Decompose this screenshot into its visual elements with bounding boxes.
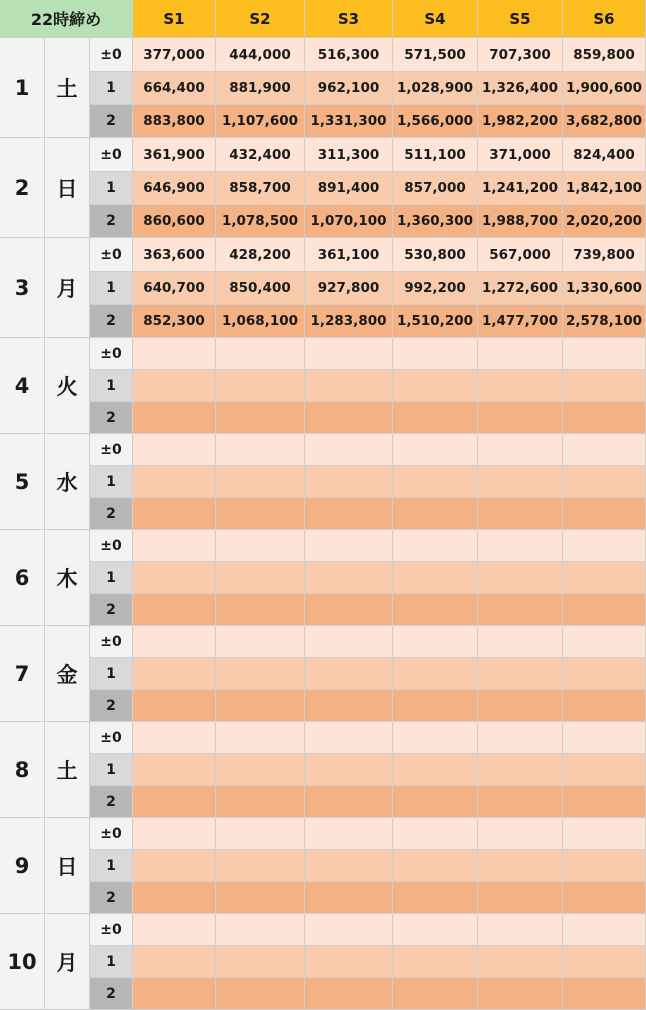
table-cell[interactable] <box>133 658 216 690</box>
day-number: 10 <box>0 914 45 1010</box>
table-cell[interactable] <box>393 338 478 370</box>
column-header-s6: S6 <box>563 0 646 38</box>
table-cell[interactable]: 1,272,600 <box>478 272 563 305</box>
table-cell[interactable] <box>305 498 393 530</box>
tier-label: 2 <box>90 594 133 626</box>
table-cell[interactable] <box>563 914 646 946</box>
table-cell[interactable] <box>305 882 393 914</box>
tier-label: 2 <box>90 786 133 818</box>
table-cell[interactable]: 852,300 <box>133 305 216 338</box>
table-cell[interactable] <box>216 946 305 978</box>
column-header-s1: S1 <box>133 0 216 38</box>
table-cell[interactable] <box>133 786 216 818</box>
column-header-s4: S4 <box>393 0 478 38</box>
table-cell[interactable] <box>563 594 646 626</box>
table-cell[interactable] <box>563 530 646 562</box>
table-cell[interactable] <box>478 594 563 626</box>
day-number: 8 <box>0 722 45 818</box>
table-cell[interactable] <box>563 754 646 786</box>
table-cell[interactable] <box>216 498 305 530</box>
table-cell[interactable] <box>216 978 305 1010</box>
table-cell[interactable] <box>563 498 646 530</box>
table-cell[interactable] <box>133 562 216 594</box>
day-of-week: 月 <box>45 238 90 338</box>
table-cell[interactable]: 992,200 <box>393 272 478 305</box>
table-cell[interactable] <box>305 370 393 402</box>
table-cell[interactable]: 646,900 <box>133 172 216 205</box>
tier-label: 1 <box>90 272 133 305</box>
table-cell[interactable] <box>393 914 478 946</box>
table-cell[interactable]: 962,100 <box>305 72 393 105</box>
tier-label: 1 <box>90 946 133 978</box>
column-header-s3: S3 <box>305 0 393 38</box>
column-header-s5: S5 <box>478 0 563 38</box>
table-cell[interactable] <box>133 882 216 914</box>
table-cell[interactable] <box>216 338 305 370</box>
table-cell[interactable] <box>478 914 563 946</box>
tier-label: 2 <box>90 305 133 338</box>
table-cell[interactable]: 3,682,800 <box>563 105 646 138</box>
table-cell[interactable]: 428,200 <box>216 238 305 272</box>
table-cell[interactable]: 516,300 <box>305 38 393 72</box>
table-cell[interactable] <box>305 562 393 594</box>
table-cell[interactable] <box>305 786 393 818</box>
table-cell[interactable] <box>305 466 393 498</box>
table-cell[interactable]: 2,578,100 <box>563 305 646 338</box>
table-cell[interactable]: 859,800 <box>563 38 646 72</box>
table-cell[interactable]: 1,842,100 <box>563 172 646 205</box>
table-cell[interactable] <box>216 786 305 818</box>
table-cell[interactable]: 850,400 <box>216 272 305 305</box>
tier-label: ±0 <box>90 38 133 72</box>
tier-label: 1 <box>90 850 133 882</box>
day-of-week: 火 <box>45 338 90 434</box>
table-cell[interactable] <box>393 946 478 978</box>
table-cell[interactable]: 1,477,700 <box>478 305 563 338</box>
table-cell[interactable] <box>393 370 478 402</box>
table-cell[interactable] <box>216 434 305 466</box>
table-cell[interactable]: 571,500 <box>393 38 478 72</box>
table-cell[interactable]: 511,100 <box>393 138 478 172</box>
table-cell[interactable] <box>393 466 478 498</box>
table-cell[interactable] <box>478 690 563 722</box>
table-cell[interactable] <box>478 562 563 594</box>
table-cell[interactable] <box>393 786 478 818</box>
table-cell[interactable] <box>216 850 305 882</box>
table-cell[interactable] <box>216 914 305 946</box>
table-cell[interactable] <box>393 626 478 658</box>
table-cell[interactable]: 891,400 <box>305 172 393 205</box>
table-cell[interactable] <box>216 754 305 786</box>
tier-label: ±0 <box>90 238 133 272</box>
table-cell[interactable] <box>133 498 216 530</box>
table-cell[interactable] <box>563 946 646 978</box>
table-cell[interactable] <box>563 402 646 434</box>
table-cell[interactable] <box>216 530 305 562</box>
tier-label: 2 <box>90 105 133 138</box>
tier-label: 2 <box>90 690 133 722</box>
table-cell[interactable]: 432,400 <box>216 138 305 172</box>
table-title-cell: 22時締め <box>0 0 133 38</box>
table-cell[interactable] <box>563 658 646 690</box>
table-cell[interactable] <box>393 658 478 690</box>
table-cell[interactable] <box>393 402 478 434</box>
table-cell[interactable] <box>216 882 305 914</box>
table-cell[interactable] <box>478 722 563 754</box>
tier-label: ±0 <box>90 138 133 172</box>
tier-label: ±0 <box>90 722 133 754</box>
table-cell[interactable] <box>305 850 393 882</box>
table-cell[interactable] <box>216 658 305 690</box>
table-cell[interactable] <box>133 914 216 946</box>
tier-label: ±0 <box>90 914 133 946</box>
table-cell[interactable]: 1,331,300 <box>305 105 393 138</box>
table-cell[interactable] <box>393 562 478 594</box>
table-cell[interactable] <box>563 466 646 498</box>
day-number: 2 <box>0 138 45 238</box>
tier-label: 2 <box>90 978 133 1010</box>
table-cell[interactable]: 361,900 <box>133 138 216 172</box>
table-cell[interactable] <box>216 818 305 850</box>
table-cell[interactable] <box>478 754 563 786</box>
table-cell[interactable]: 1,510,200 <box>393 305 478 338</box>
table-cell[interactable] <box>305 722 393 754</box>
table-cell[interactable]: 363,600 <box>133 238 216 272</box>
table-cell[interactable] <box>216 722 305 754</box>
table-cell[interactable] <box>133 850 216 882</box>
table-cell[interactable]: 858,700 <box>216 172 305 205</box>
day-of-week: 金 <box>45 626 90 722</box>
tier-label: ±0 <box>90 818 133 850</box>
table-cell[interactable] <box>563 882 646 914</box>
table-cell[interactable]: 567,000 <box>478 238 563 272</box>
table-cell[interactable]: 1,107,600 <box>216 105 305 138</box>
tier-label: 2 <box>90 205 133 238</box>
tier-label: 1 <box>90 562 133 594</box>
table-cell[interactable] <box>133 722 216 754</box>
table-cell[interactable] <box>478 850 563 882</box>
table-cell[interactable] <box>305 658 393 690</box>
table-cell[interactable]: 824,400 <box>563 138 646 172</box>
table-cell[interactable] <box>563 338 646 370</box>
table-cell[interactable]: 530,800 <box>393 238 478 272</box>
table-cell[interactable] <box>133 690 216 722</box>
day-of-week: 月 <box>45 914 90 1010</box>
table-cell[interactable] <box>478 498 563 530</box>
table-cell[interactable]: 1,070,100 <box>305 205 393 238</box>
table-cell[interactable] <box>305 626 393 658</box>
table-cell[interactable] <box>478 370 563 402</box>
table-cell[interactable] <box>305 818 393 850</box>
table-cell[interactable] <box>133 818 216 850</box>
table-cell[interactable] <box>393 434 478 466</box>
table-cell[interactable] <box>216 594 305 626</box>
tier-label: 1 <box>90 172 133 205</box>
table-cell[interactable] <box>563 434 646 466</box>
table-cell[interactable]: 1,988,700 <box>478 205 563 238</box>
table-cell[interactable] <box>216 466 305 498</box>
table-cell[interactable]: 1,068,100 <box>216 305 305 338</box>
table-cell[interactable] <box>216 370 305 402</box>
table-cell[interactable] <box>563 722 646 754</box>
table-cell[interactable]: 927,800 <box>305 272 393 305</box>
table-cell[interactable] <box>478 658 563 690</box>
table-cell[interactable] <box>563 626 646 658</box>
table-cell[interactable]: 664,400 <box>133 72 216 105</box>
table-cell[interactable] <box>133 530 216 562</box>
day-of-week: 水 <box>45 434 90 530</box>
table-cell[interactable]: 739,800 <box>563 238 646 272</box>
table-cell[interactable] <box>133 754 216 786</box>
table-cell[interactable] <box>478 882 563 914</box>
table-cell[interactable] <box>133 402 216 434</box>
table-cell[interactable] <box>305 754 393 786</box>
table-cell[interactable]: 883,800 <box>133 105 216 138</box>
table-cell[interactable]: 1,330,600 <box>563 272 646 305</box>
tier-label: 1 <box>90 658 133 690</box>
table-cell[interactable] <box>133 434 216 466</box>
table-cell[interactable] <box>305 338 393 370</box>
table-cell[interactable] <box>216 562 305 594</box>
table-cell[interactable] <box>133 466 216 498</box>
tier-label: ±0 <box>90 338 133 370</box>
table-cell[interactable]: 361,100 <box>305 238 393 272</box>
table-cell[interactable] <box>133 338 216 370</box>
table-cell[interactable]: 1,900,600 <box>563 72 646 105</box>
table-cell[interactable] <box>133 370 216 402</box>
table-cell[interactable] <box>305 594 393 626</box>
table-cell[interactable] <box>216 690 305 722</box>
table-cell[interactable] <box>393 882 478 914</box>
table-cell[interactable] <box>478 434 563 466</box>
table-cell[interactable] <box>563 562 646 594</box>
table-cell[interactable]: 311,300 <box>305 138 393 172</box>
table-cell[interactable] <box>393 850 478 882</box>
tier-label: ±0 <box>90 626 133 658</box>
table-cell[interactable]: 1,566,000 <box>393 105 478 138</box>
table-cell[interactable] <box>563 690 646 722</box>
table-cell[interactable] <box>305 914 393 946</box>
table-cell[interactable] <box>305 402 393 434</box>
day-of-week: 日 <box>45 818 90 914</box>
table-cell[interactable]: 1,078,500 <box>216 205 305 238</box>
table-cell[interactable] <box>393 690 478 722</box>
table-cell[interactable]: 371,000 <box>478 138 563 172</box>
table-cell[interactable] <box>393 530 478 562</box>
day-of-week: 木 <box>45 530 90 626</box>
column-header-s2: S2 <box>216 0 305 38</box>
table-cell[interactable] <box>563 850 646 882</box>
table-cell[interactable] <box>393 754 478 786</box>
table-cell[interactable] <box>478 786 563 818</box>
table-cell[interactable] <box>305 690 393 722</box>
tier-label: 1 <box>90 72 133 105</box>
table-cell[interactable]: 707,300 <box>478 38 563 72</box>
table-cell[interactable]: 2,020,200 <box>563 205 646 238</box>
table-cell[interactable] <box>393 722 478 754</box>
table-cell[interactable] <box>563 978 646 1010</box>
table-cell[interactable]: 1,326,400 <box>478 72 563 105</box>
tier-label: 2 <box>90 498 133 530</box>
table-cell[interactable] <box>216 626 305 658</box>
tier-label: 2 <box>90 402 133 434</box>
table-cell[interactable] <box>478 818 563 850</box>
table-cell[interactable]: 857,000 <box>393 172 478 205</box>
tier-label: ±0 <box>90 434 133 466</box>
tier-label: ±0 <box>90 530 133 562</box>
table-cell[interactable] <box>133 946 216 978</box>
tier-label: 1 <box>90 370 133 402</box>
table-cell[interactable] <box>478 978 563 1010</box>
table-cell[interactable] <box>133 626 216 658</box>
table-cell[interactable]: 881,900 <box>216 72 305 105</box>
table-cell[interactable] <box>393 498 478 530</box>
table-cell[interactable] <box>478 466 563 498</box>
table-cell[interactable] <box>305 434 393 466</box>
table-cell[interactable] <box>305 946 393 978</box>
table-cell[interactable]: 1,028,900 <box>393 72 478 105</box>
table-cell[interactable]: 1,241,200 <box>478 172 563 205</box>
day-of-week: 日 <box>45 138 90 238</box>
day-of-week: 土 <box>45 38 90 138</box>
day-of-week: 土 <box>45 722 90 818</box>
table-cell[interactable] <box>478 338 563 370</box>
table-cell[interactable] <box>133 594 216 626</box>
tier-label: 1 <box>90 754 133 786</box>
table-cell[interactable]: 444,000 <box>216 38 305 72</box>
table-cell[interactable] <box>133 978 216 1010</box>
day-number: 6 <box>0 530 45 626</box>
table-cell[interactable] <box>305 978 393 1010</box>
table-cell[interactable]: 1,982,200 <box>478 105 563 138</box>
table-cell[interactable] <box>563 370 646 402</box>
table-cell[interactable] <box>563 786 646 818</box>
table-cell[interactable] <box>478 402 563 434</box>
tier-label: 1 <box>90 466 133 498</box>
table-cell[interactable]: 377,000 <box>133 38 216 72</box>
day-number: 5 <box>0 434 45 530</box>
table-cell[interactable]: 860,600 <box>133 205 216 238</box>
table-cell[interactable]: 1,283,800 <box>305 305 393 338</box>
table-cell[interactable] <box>393 978 478 1010</box>
table-cell[interactable] <box>563 818 646 850</box>
tier-label: 2 <box>90 882 133 914</box>
table-cell[interactable] <box>478 530 563 562</box>
table-cell[interactable] <box>478 946 563 978</box>
day-number: 3 <box>0 238 45 338</box>
day-number: 9 <box>0 818 45 914</box>
table-cell[interactable] <box>393 818 478 850</box>
day-number: 4 <box>0 338 45 434</box>
table-cell[interactable]: 1,360,300 <box>393 205 478 238</box>
table-cell[interactable]: 640,700 <box>133 272 216 305</box>
table-cell[interactable] <box>478 626 563 658</box>
day-number: 1 <box>0 38 45 138</box>
table-cell[interactable] <box>393 594 478 626</box>
table-cell[interactable] <box>305 530 393 562</box>
table-cell[interactable] <box>216 402 305 434</box>
day-number: 7 <box>0 626 45 722</box>
